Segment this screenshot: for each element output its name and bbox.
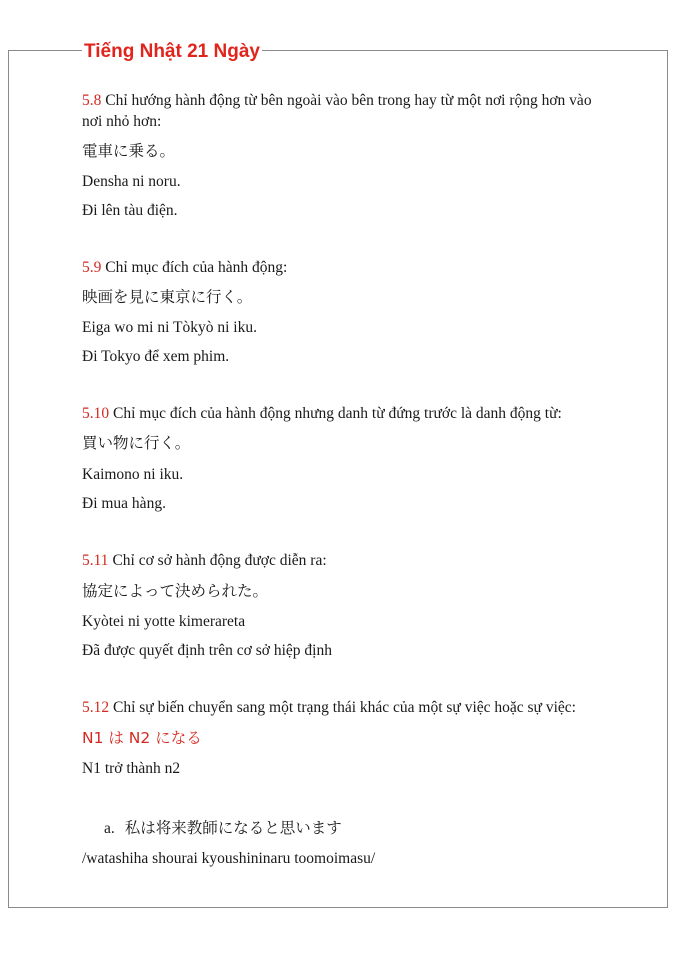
section-text: Chỉ mục đích của hành động nhưng danh từ đứng trước là danh động từ: [113,405,562,422]
section-heading [82,90,602,132]
vietnamese-translation: Đi mua hàng. [82,495,166,512]
section-5-12 [82,697,652,718]
romaji-line: Kyòtei ni yotte kimerareta [82,613,246,630]
section-number: 5.11 [82,552,109,569]
section-5-11 [82,550,602,571]
japanese-example: 映画を見に東京に行く。 [82,288,253,306]
example-item [104,817,342,839]
japanese-example: 私は将来教師になると思います [124,819,342,837]
document-title: Tiếng Nhật 21 Ngày [84,41,260,62]
section-number: 5.10 [82,405,110,422]
section-text: Chỉ hướng hành động từ bên ngoài vào bên trong hay từ một nơi rộng hơn vào nơi nhỏ hơn: [82,92,592,130]
romaji-line: Kaimono ni iku. [82,466,184,483]
section-5-8 [82,90,602,132]
section-number: 5.8 [82,92,102,109]
section-number: 5.12 [82,699,110,716]
section-5-10 [82,403,642,424]
vietnamese-translation: N1 trở thành n2 [82,760,181,777]
section-heading [82,550,602,571]
romaji-line: Eiga wo mi ni Tòkyò ni iku. [82,319,257,336]
japanese-example: 買い物に行く。 [82,434,191,452]
section-text: Chỉ sự biến chuyển sang một trạng thái khác của một sự việc hoặc sự việc: [113,699,576,716]
section-text: Chỉ cơ sở hành động được diễn ra: [112,552,327,569]
grammar-pattern: N1 は N2 になる [82,729,202,747]
romaji-line: /watashiha shourai kyoushininaru toomoimasu/ [82,850,376,867]
section-heading [82,697,652,718]
list-marker: a. [104,820,115,837]
section-text: Chỉ mục đích của hành động: [105,259,288,276]
vietnamese-translation: Đi Tokyo để xem phim. [82,348,230,365]
vietnamese-translation: Đã được quyết định trên cơ sở hiệp định [82,642,332,659]
japanese-example: 電車に乗る。 [82,142,176,160]
romaji-line: Densha ni noru. [82,173,181,190]
vietnamese-translation: Đi lên tàu điện. [82,202,178,219]
section-heading [82,257,602,278]
section-5-9 [82,257,602,278]
japanese-example: 協定によって決められた。 [82,582,269,600]
section-heading [82,403,642,424]
section-number: 5.9 [82,259,102,276]
